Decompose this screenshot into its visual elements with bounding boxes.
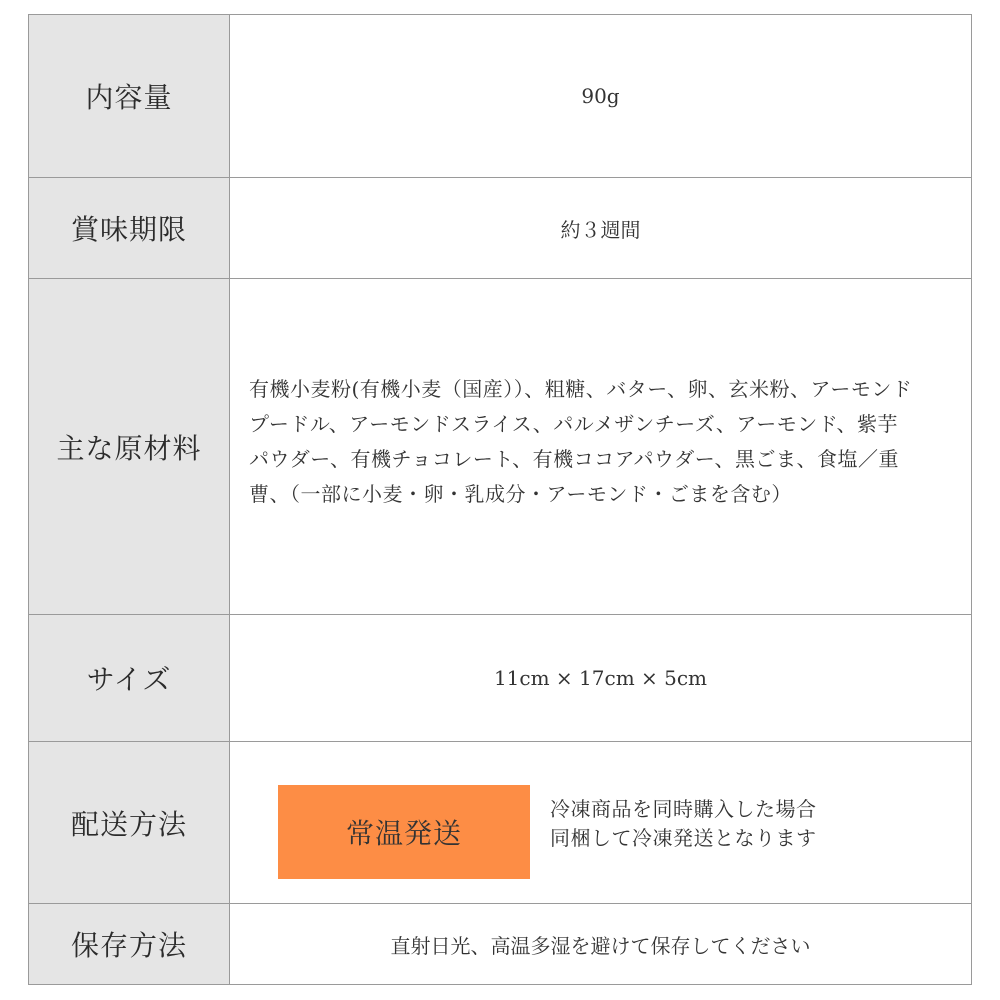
storage-label: 保存方法 <box>29 904 230 984</box>
ingredients-text <box>249 372 912 512</box>
ingredients-value <box>230 279 971 614</box>
ingredients-line: 曹、（一部に小麦・卵・乳成分・アーモンド・ごまを含む） <box>249 481 792 506</box>
ingredients-line: パウダー、有機チョコレート、有機ココアパウダー、黒ごま、食塩／重 <box>249 446 899 471</box>
product-spec-table <box>28 14 972 985</box>
shipping-method-badge: 常温発送 <box>278 785 530 879</box>
shipping-note-line: 同梱して冷凍発送となります <box>550 825 817 850</box>
row-storage <box>29 904 971 984</box>
expiry-label: 賞味期限 <box>29 178 230 278</box>
row-shipping <box>29 742 971 904</box>
shipping-note-line: 冷凍商品を同時購入した場合 <box>550 796 817 821</box>
size-value: 11cm × 17cm × 5cm <box>493 666 708 690</box>
shipping-value <box>230 742 971 903</box>
size-label: サイズ <box>29 615 230 741</box>
shipping-note <box>550 795 817 853</box>
content-amount-value: 90g <box>581 84 620 108</box>
ingredients-line: プードル、アーモンドスライス、パルメザンチーズ、アーモンド、紫芋 <box>249 411 898 436</box>
row-ingredients <box>29 279 971 615</box>
storage-value: 直射日光、高温多湿を避けて保存してください <box>390 933 811 958</box>
content-amount-label: 内容量 <box>29 15 230 177</box>
ingredients-label: 主な原材料 <box>29 279 230 614</box>
row-content-amount <box>29 15 971 178</box>
row-expiry <box>29 178 971 279</box>
ingredients-line: 有機小麦粉(有機小麦（国産））、粗糖、バター、卵、玄米粉、アーモンド <box>249 376 913 401</box>
shipping-label: 配送方法 <box>29 742 230 903</box>
expiry-value: 約３週間 <box>560 217 641 242</box>
row-size <box>29 615 971 742</box>
